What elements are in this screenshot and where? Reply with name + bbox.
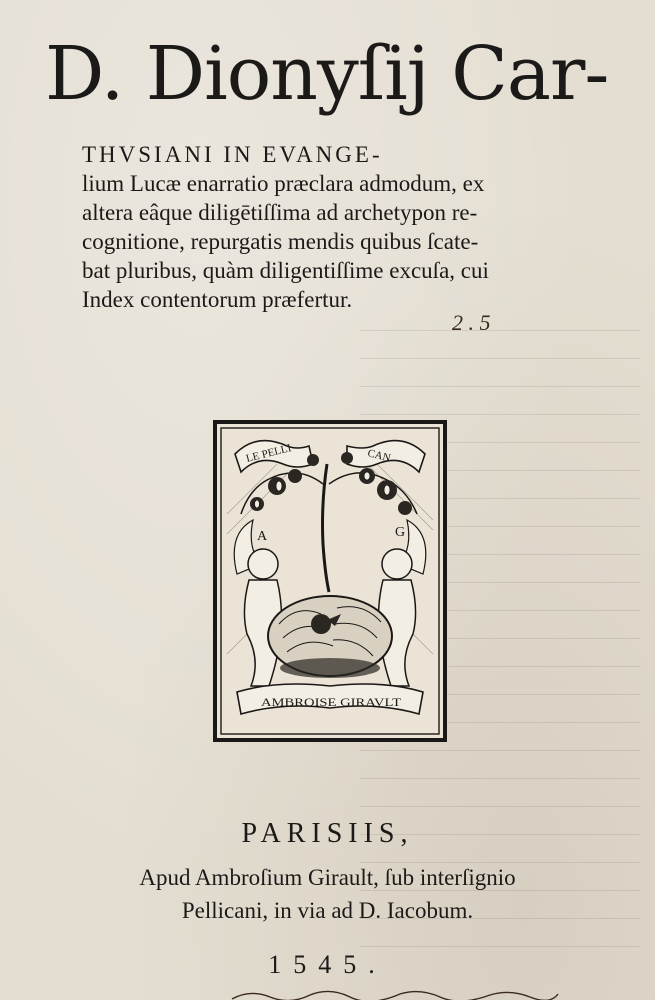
title-description <box>82 140 627 314</box>
imprint-publisher-line-2: Pellicani, in via ad D. Iacobum. <box>181 898 474 923</box>
imprint-year: 1545. <box>268 950 387 979</box>
description-line-3: altera eâque diligētiſſima ad archetypon re- <box>82 200 478 225</box>
description-line-5: bat pluribus, quàm diligentiſſime excuſa, cui <box>82 258 489 283</box>
imprint-city: PARISIIS, <box>241 818 414 849</box>
printers-device-woodcut <box>213 420 447 742</box>
description-line-4: cognitione, repurgatis mendis quibus ſcate- <box>82 229 479 254</box>
description-line-1: THVSIANI IN EVANGE- <box>82 142 383 167</box>
handwritten-inscription <box>230 985 560 1000</box>
banner-text-bottom: AMBROISE GIRAVLT <box>261 695 402 709</box>
manuscript-annotation: 2 . 5 <box>452 310 491 335</box>
main-title: D. Dionyſij Car- <box>45 31 609 117</box>
device-letter-g: G <box>395 525 406 540</box>
description-line-6: Index contentorum præfertur. <box>82 287 353 312</box>
woodcut-illustration <box>217 424 443 738</box>
imprint-publisher-line-1: Apud Ambroſium Girault, ſub interſignio <box>139 865 516 890</box>
banner-text-right: CAN <box>366 447 392 465</box>
description-line-2: lium Lucæ enarratio præclara admodum, ex <box>82 171 485 196</box>
banner-text-left: LE PELLI <box>244 442 293 465</box>
device-letter-a: A <box>257 529 268 544</box>
